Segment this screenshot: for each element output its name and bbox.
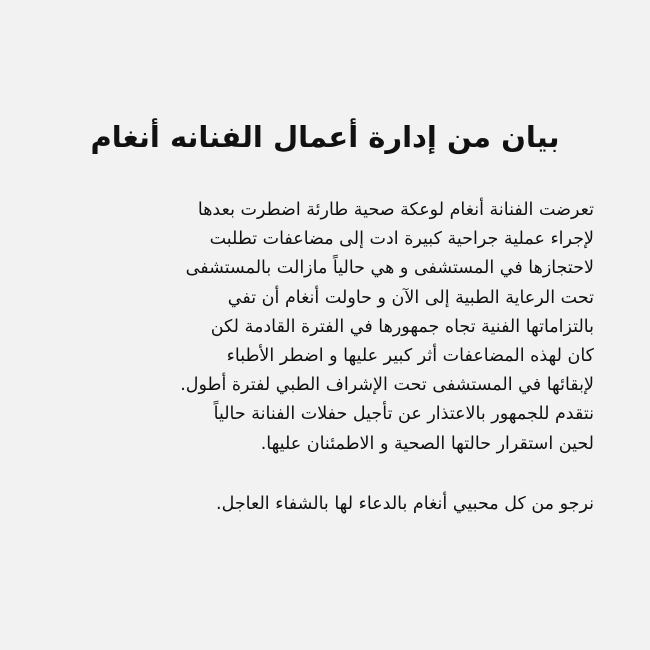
statement-line: لإجراء عملية جراحية كبيرة ادت إلى مضاعفات تطلبت [209,229,594,250]
statement-line: كان لهذه المضاعفات أثر كبير عليها و اضطر الأطباء [226,346,594,367]
statement-line: لحين استقرار حالتها الصحية و الاطمئنان عليها. [260,433,594,454]
statement-line: تحت الرعاية الطبية إلى الآن و حاولت أنغام أن تفي [227,287,594,308]
statement-body [44,196,594,459]
statement-line: بالتزاماتها الفنية تجاه جمهورها في الفترة القادمة لكن [210,316,594,337]
statement-line: لاحتجازها في المستشفى و هي حالياً مازالت بالمستشفى [185,258,594,279]
statement-line: نتقدم للجمهور بالاعتذار عن تأجيل حفلات الفنانة حالياً [213,404,594,425]
statement-closing: نرجو من كل محبيي أنغام بالدعاء لها بالشفاء العاجل. [216,494,594,514]
statement-title: بيان من إدارة أعمال الفنانه أنغام [90,120,560,154]
statement-line: لإبقائها في المستشفى تحت الإشراف الطبي لفترة أطول. [180,375,594,396]
statement-line: تعرضت الفنانة أنغام لوعكة صحية طارئة اضطرت بعدها [197,200,594,220]
